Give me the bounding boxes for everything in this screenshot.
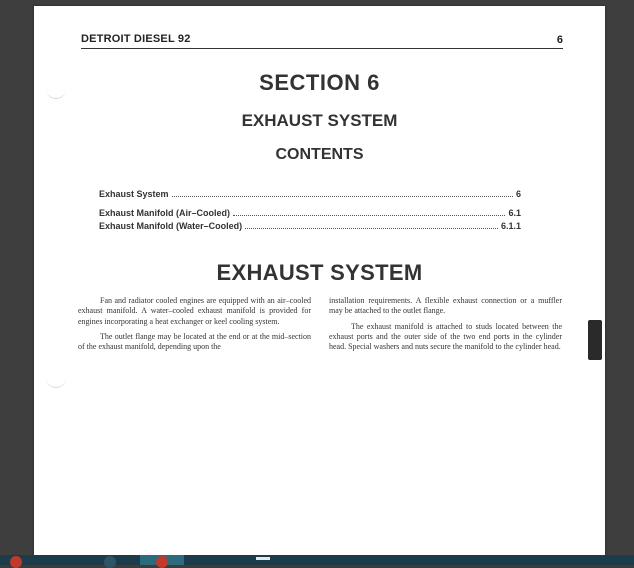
running-header bbox=[81, 33, 563, 49]
text-column-right bbox=[329, 296, 562, 357]
paragraph: The exhaust manifold is attached to studs located between the exhaust ports and the outer side of the two end ports in the cylinder head. Special washers and nuts secure the manifold to the cylinder head. bbox=[329, 321, 562, 352]
toc-entry-page: 6 bbox=[515, 189, 521, 199]
toc-entry-page: 6.1 bbox=[508, 208, 521, 218]
body-heading: EXHAUST SYSTEM bbox=[216, 260, 423, 285]
document-page bbox=[34, 6, 605, 555]
scrollbar-thumb[interactable] bbox=[588, 320, 602, 360]
running-title: DETROIT DIESEL 92 bbox=[81, 33, 191, 45]
punch-hole-mark bbox=[46, 377, 66, 388]
taskbar-app-icon[interactable] bbox=[104, 556, 116, 568]
toc-entry-label: Exhaust Manifold (Water–Cooled) bbox=[99, 221, 243, 231]
taskbar bbox=[0, 555, 634, 565]
taskbar-app-icon[interactable] bbox=[156, 556, 168, 568]
toc-entry-label: Exhaust Manifold (Air–Cooled) bbox=[99, 208, 231, 218]
taskbar-app-icon[interactable] bbox=[256, 557, 270, 560]
toc-entry[interactable] bbox=[99, 221, 521, 234]
toc-leader-dots bbox=[172, 189, 513, 197]
table-of-contents bbox=[99, 189, 521, 234]
contents-heading: CONTENTS bbox=[275, 146, 364, 163]
text-column-left bbox=[78, 296, 311, 357]
paragraph: The outlet flange may be located at the end or at the mid–section of the exhaust manifold, depending upon the bbox=[78, 331, 311, 352]
toc-entry[interactable] bbox=[99, 189, 521, 202]
section-title: SECTION 6 bbox=[259, 70, 380, 95]
section-subtitle: EXHAUST SYSTEM bbox=[241, 111, 398, 130]
toc-leader-dots bbox=[233, 208, 505, 216]
toc-entry[interactable] bbox=[99, 208, 521, 221]
paragraph: Fan and radiator cooled engines are equipped with an air–cooled exhaust manifold. A water–cooled exhaust manifold is provided for engines incorporating a heat exchanger or keel cooling system. bbox=[78, 296, 311, 326]
paragraph: installation requirements. A flexible exhaust connection or a muffler may be attached to the outlet flange. bbox=[329, 296, 562, 316]
taskbar-app-icon[interactable] bbox=[10, 556, 22, 568]
page-number: 6 bbox=[556, 34, 563, 46]
toc-entry-page: 6.1.1 bbox=[500, 221, 521, 231]
toc-leader-dots bbox=[245, 221, 498, 229]
toc-entry-label: Exhaust System bbox=[99, 189, 169, 199]
